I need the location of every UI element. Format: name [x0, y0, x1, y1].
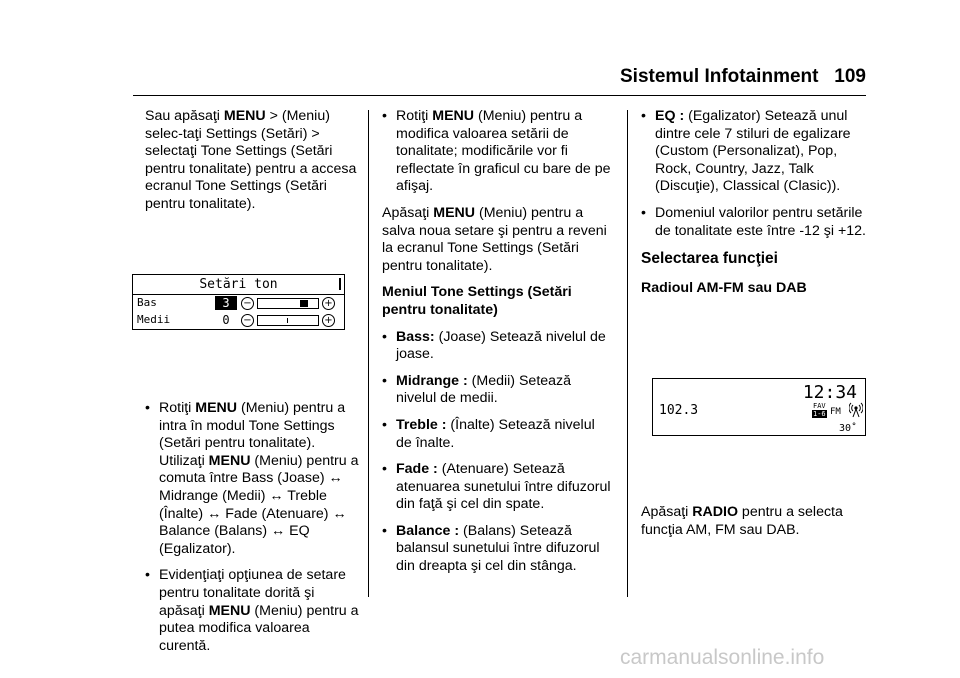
bullet-text: Domeniul valorilor pentru setările de tonalitate este între -12 şi +12.: [655, 204, 866, 239]
tone-level-fill: [300, 300, 308, 307]
list-item: [382, 108, 614, 196]
list-item: [641, 108, 876, 196]
intro-paragraph: Sau apăsaţi MENU > (Meniu) selec-taţi Settings (Setări) > selectaţi Tone Settings (Setări pentru tonalitate) pentru a accesa ecranul Tone Settings (Setări pentru tonalitate).: [145, 108, 357, 212]
bullet-text: Balance : (Balans) Setează balansul sunetului între difuzorul din dreapta şi cel din stânga.: [396, 522, 600, 575]
tone-menu-heading: Meniul Tone Settings (Setări pentru tonalitate): [382, 284, 572, 318]
bullet-symbol: •: [382, 108, 387, 124]
bullet-text: Rotiţi MENU (Meniu) pentru a modifica valoarea setării de tonalitate; modificările vor fi reflectate în graficul cu bare de pe afişaj.: [396, 108, 611, 195]
bullet-symbol: •: [145, 400, 150, 416]
plus-icon: +: [322, 314, 335, 327]
column-1: [145, 108, 363, 223]
bullet-symbol: •: [382, 372, 387, 389]
bullet-symbol: •: [145, 567, 150, 584]
tone-display-title: Setări ton: [199, 277, 278, 292]
tone-value-midrange: 0: [222, 313, 230, 327]
minus-icon: −: [241, 297, 254, 310]
column-3: [641, 108, 876, 306]
list-item: [641, 205, 876, 240]
bullet-text: EQ : (Egalizator) Setează unul dintre cele 7 stiluri de egalizare (Custom (Personalizat), Pop, Rock, Country, Jazz, Talk (Discuţie), Classical (Clasic)).: [655, 108, 851, 195]
frequency: 102.3: [659, 403, 699, 418]
bullet-symbol: •: [382, 328, 387, 345]
band: FM: [830, 407, 841, 417]
bullet-text: Bass: (Joase) Setează nivelul de joase.: [396, 328, 606, 363]
bullet-text: Fade : (Atenuare) Setează atenuarea sunetului între difuzorul din faţă şi cel din spate.: [396, 461, 611, 513]
tone-display-separator: [133, 294, 344, 295]
sub-heading: Radioul AM-FM sau DAB: [641, 279, 807, 296]
list-item: [382, 373, 614, 408]
fav-label: FAV: [813, 402, 826, 410]
fav-page: 1-6: [813, 410, 826, 418]
column-divider-1: [368, 110, 369, 597]
plus-icon: +: [322, 297, 335, 310]
tone-level-bar-midrange: [257, 315, 319, 326]
radio-paragraph: Apăsaţi RADIO pentru a selecta funcţia AM, FM sau DAB.: [641, 504, 843, 538]
page-number: 109: [834, 66, 866, 87]
bullet-text: Evidenţiaţi opţiunea de setare pentru tonalitate dorită şi apăsaţi MENU (Meniu) pentru a putea modifica valoarea curentă.: [159, 567, 359, 654]
column-1-bullets: [145, 400, 363, 664]
bullet-symbol: •: [382, 522, 387, 539]
section-heading: Selectarea funcţiei: [641, 250, 778, 268]
clock: 12:34: [802, 382, 857, 403]
list-item: [382, 417, 614, 452]
temperature: 30˚: [838, 423, 857, 434]
list-item: [382, 523, 614, 576]
list-item: [145, 400, 363, 558]
tone-level-bar-bass: [257, 298, 319, 309]
page-title: Sistemul Infotainment: [620, 66, 819, 87]
tone-label-bass: Bas: [137, 296, 157, 309]
bullet-symbol: •: [641, 108, 646, 124]
column-3-bottom: [641, 504, 876, 548]
bullet-symbol: •: [641, 204, 646, 221]
save-paragraph: Apăsaţi MENU (Meniu) pentru a salva noua setare şi pentru a reveni la ecranul Tone Settings (Setări pentru tonalitate).: [382, 204, 607, 274]
scrollbar-indicator: [339, 278, 341, 290]
bullet-symbol: •: [382, 416, 387, 433]
list-item: [145, 567, 363, 655]
list-item: [382, 461, 614, 514]
tone-level-marker: [287, 318, 288, 323]
tone-value-bass: 3: [215, 296, 237, 310]
header-rule: [133, 95, 866, 96]
tone-settings-display: [132, 274, 345, 330]
list-item: [382, 329, 614, 364]
bullet-text: Treble : (Înalte) Setează nivelul de înalte.: [396, 416, 595, 451]
bullet-text: Midrange : (Medii) Setează nivelul de medii.: [396, 372, 572, 407]
tone-label-midrange: Medii: [137, 313, 171, 326]
watermark: carmanualsonline.info: [620, 646, 825, 669]
column-divider-2: [627, 110, 628, 597]
bullet-text: Rotiţi MENU (Meniu) pentru a intra în modul Tone Settings (Setări pentru tonalitate). Utilizaţi MENU (Meniu) pentru a comuta între Bass (Joase) ↔ Midrange (Medii) ↔ Treble (Înalte) ↔ Fade (Atenuare) ↔ Balance (Balans) ↔ EQ (Egalizator).: [159, 400, 359, 557]
bullet-symbol: •: [382, 461, 387, 478]
antenna-icon: [849, 402, 863, 418]
column-2: [382, 108, 614, 585]
favorites-indicator: [812, 402, 827, 418]
radio-display: [652, 378, 866, 436]
minus-icon: −: [241, 314, 254, 327]
